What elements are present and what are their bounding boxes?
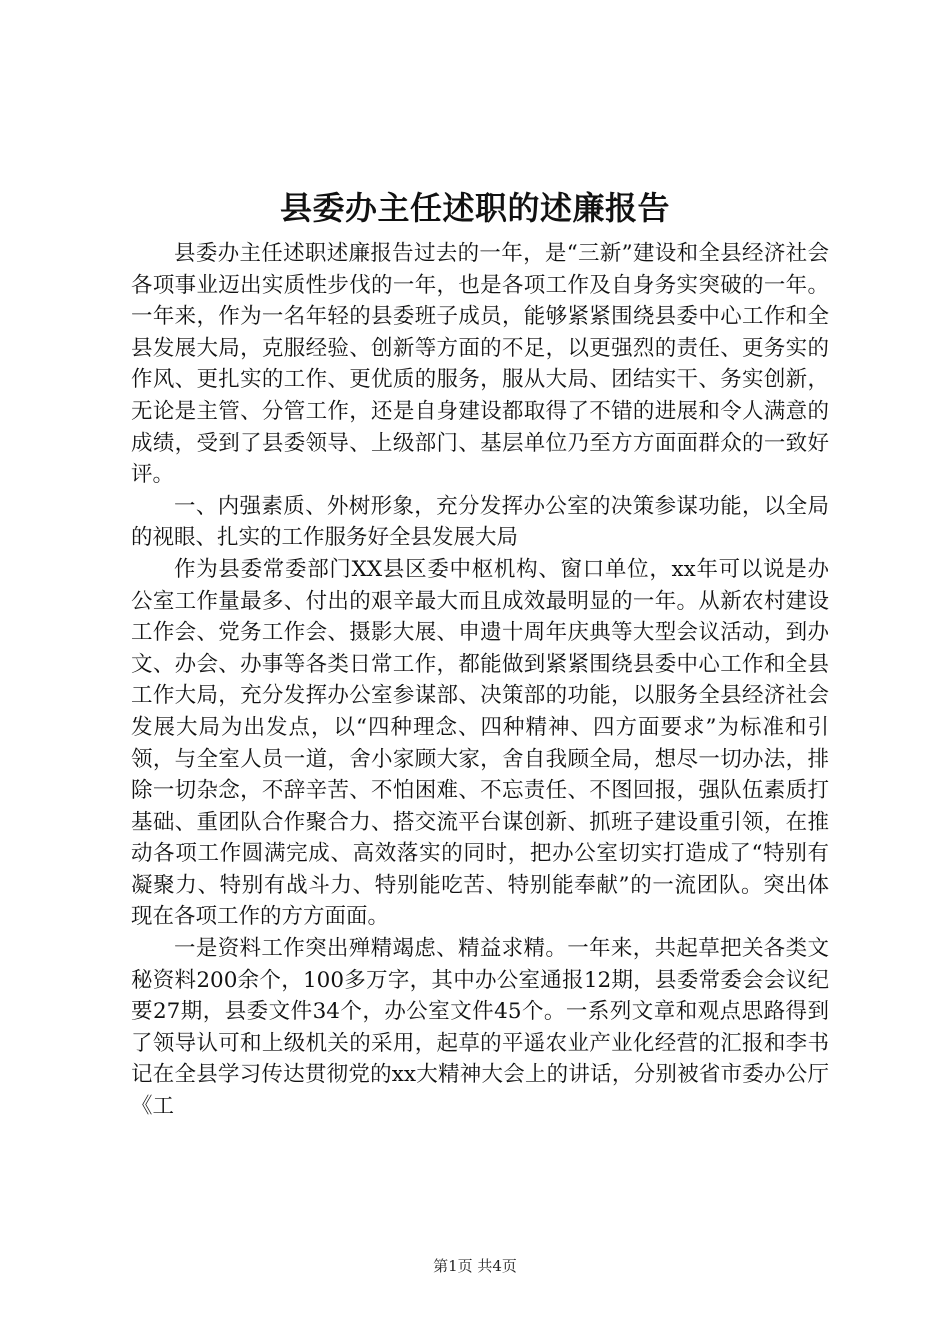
paragraph-materials-work: 一是资料工作突出殚精竭虑、精益求精。一年来，共起草把关各类文秘资料200余个，100多万字，其中办公室通报12期，县委常委会会议纪要27期，县委文件34个，办公室文件45个。一系列文章和观点思路得到了领导认可和上级机关的采用，起草的平遥农业产业化经营的汇报和李书记在全县学习传达贯彻党的xx大精神大会上的讲话，分别被省市委办公厅《工	[131, 936, 829, 1120]
paragraph-section-heading: 一、内强素质、外树形象，充分发挥办公室的决策参谋功能，以全局的视眼、扎实的工作服务好全县发展大局	[131, 493, 829, 551]
document-body	[131, 238, 829, 1123]
page-footer: 第1页 共4页	[433, 1257, 517, 1275]
paragraph-intro: 县委办主任述职述廉报告过去的一年，是“三新”建设和全县经济社会各项事业迈出实质性步伐的一年，也是各项工作及自身务实突破的一年。一年来，作为一名年轻的县委班子成员，能够紧紧围绕县委中心工作和全县发展大局，克服经验、创新等方面的不足，以更强烈的责任、更务实的作风、更扎实的工作、更优质的服务，服从大局、团结实干、务实创新，无论是主管、分管工作，还是自身建设都取得了不错的进展和令人满意的成绩，受到了县委领导、上级部门、基层单位乃至方方面面群众的一致好评。	[131, 241, 829, 488]
paragraph-office-work: 作为县委常委部门XX县区委中枢机构、窗口单位，xx年可以说是办公室工作量最多、付出的艰辛最大而且成效最明显的一年。从新农村建设工作会、党务工作会、摄影大展、申遗十周年庆典等大型会议活动，到办文、办会、办事等各类日常工作，都能做到紧紧围绕县委中心工作和全县工作大局，充分发挥办公室参谋部、决策部的功能，以服务全县经济社会发展大局为出发点，以“四种理念、四种精神、四方面要求”为标准和引领，与全室人员一道，舍小家顾大家，舍自我顾全局，想尽一切办法，排除一切杂念，不辞辛苦、不怕困难、不忘责任、不图回报，强队伍素质打基础、重团队合作聚合力、搭交流平台谋创新、抓班子建设重引领，在推动各项工作圆满完成、高效落实的同时，把办公室切实打造成了“特别有凝聚力、特别有战斗力、特别能吃苦、特别能奉献”的一流团队。突出体现在各项工作的方方面面。	[131, 556, 829, 930]
document-title: 县委办主任述职的述廉报告	[279, 189, 670, 227]
